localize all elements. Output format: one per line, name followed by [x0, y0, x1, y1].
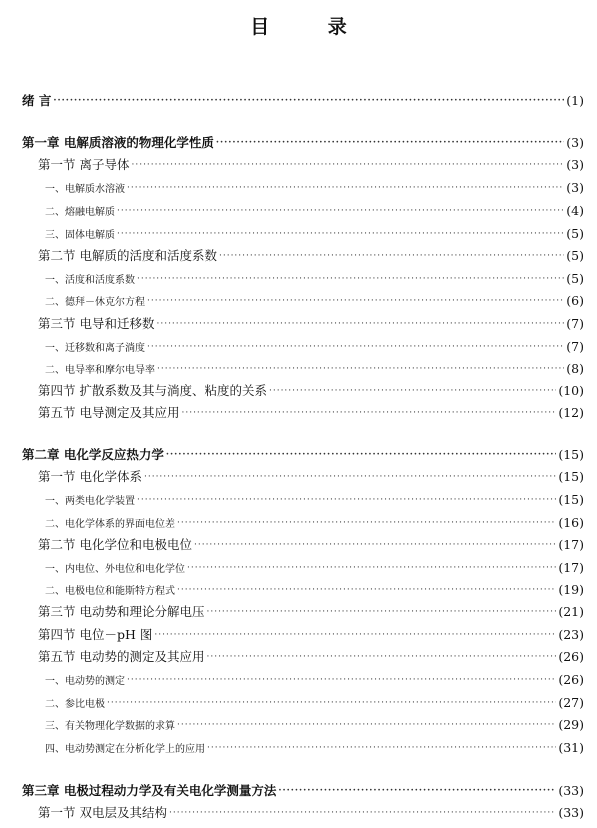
leader-dots: [207, 743, 556, 753]
toc-subsection: [45, 336, 584, 356]
toc-entry-label: 第二节 电化学位和电极电位: [38, 537, 192, 552]
toc-entry-label: 第四节 电位－pH 图: [38, 627, 153, 642]
toc-entry-label: 二、电化学体系的界面电位差: [45, 518, 175, 530]
leader-dots: [157, 364, 564, 374]
leader-dots: [147, 296, 564, 306]
toc-entry-label: 第三节 电动势和理论分解电压: [38, 604, 205, 619]
leader-dots: [53, 96, 564, 106]
leader-dots: [181, 408, 556, 418]
toc-entry-label: 第二章 电化学反应热力学: [22, 447, 164, 462]
toc-chapter: [22, 90, 584, 110]
toc-page-number: (15): [558, 446, 584, 462]
toc-entry-label: 三、有关物理化学数据的求算: [45, 720, 175, 732]
toc-subsection: [45, 557, 584, 577]
toc-page-number: (6): [566, 292, 584, 308]
toc-entry-label: 二、参比电极: [45, 698, 105, 710]
toc-section: [38, 154, 584, 174]
toc-entry-label: 第一节 电化学体系: [38, 469, 142, 484]
leader-dots: [131, 160, 564, 170]
leader-dots: [269, 386, 556, 396]
toc-page-number: (27): [558, 694, 584, 710]
toc-subsection: [45, 177, 584, 197]
toc-page-number: (3): [566, 179, 584, 195]
toc-section: [38, 802, 584, 822]
toc-entry-label: 二、熔融电解质: [45, 206, 115, 218]
leader-dots: [127, 183, 564, 193]
leader-dots: [278, 786, 556, 796]
toc-page-number: (10): [558, 382, 584, 398]
toc-page-number: (5): [566, 270, 584, 286]
toc-page-number: (3): [566, 156, 584, 172]
toc-section: [38, 646, 584, 666]
toc-page-number: (21): [558, 603, 584, 619]
toc-subsection: [45, 223, 584, 243]
leader-dots: [107, 698, 556, 708]
toc-entry-label: 二、德拜－休克尔方程: [45, 296, 145, 308]
leader-dots: [177, 585, 556, 595]
toc-page-number: (33): [558, 782, 584, 798]
leader-dots: [156, 319, 564, 329]
toc-page-number: (8): [566, 360, 584, 376]
toc-section: [38, 402, 584, 422]
toc-entry-label: 三、固体电解质: [45, 229, 115, 241]
toc-entry-label: 第三节 电导和迁移数: [38, 316, 155, 331]
toc-page-number: (16): [558, 514, 584, 530]
toc-page-number: (17): [558, 536, 584, 552]
toc-section: [38, 313, 584, 333]
toc-entry-label: 一、电动势的测定: [45, 675, 125, 687]
toc-entry-label: 一、内电位、外电位和电化学位: [45, 563, 185, 575]
leader-dots: [219, 251, 564, 261]
toc-subsection: [45, 512, 584, 532]
toc-page-number: (1): [566, 92, 584, 108]
toc-subsection: [45, 714, 584, 734]
toc-entry-label: 第一章 电解质溶液的物理化学性质: [22, 135, 214, 150]
toc-page-number: (31): [558, 739, 584, 755]
toc-subsection: [45, 290, 584, 310]
toc-entry-label: 第五节 电动势的测定及其应用: [38, 649, 205, 664]
leader-dots: [137, 495, 556, 505]
page-title: 目 录: [250, 16, 373, 38]
leader-dots: [147, 342, 564, 352]
toc-subsection: [45, 358, 584, 378]
leader-dots: [117, 206, 564, 216]
toc-entry-label: 第二节 电解质的活度和活度系数: [38, 248, 217, 263]
toc-entry-label: 二、电极电位和能斯特方程式: [45, 585, 175, 597]
toc-section: [38, 466, 584, 486]
toc-page-number: (33): [558, 804, 584, 820]
toc-section: [38, 245, 584, 265]
toc-section: [38, 624, 584, 644]
leader-dots: [127, 675, 556, 685]
toc-chapter: [22, 780, 584, 800]
toc-chapter: [22, 444, 584, 464]
toc-page-number: (4): [566, 202, 584, 218]
leader-dots: [137, 274, 564, 284]
toc-page-number: (17): [558, 559, 584, 575]
toc-subsection: [45, 489, 584, 509]
toc-page-number: (26): [558, 648, 584, 664]
toc-section: [38, 534, 584, 554]
leader-dots: [216, 138, 564, 148]
leader-dots: [144, 472, 556, 482]
leader-dots: [177, 720, 556, 730]
toc-subsection: [45, 669, 584, 689]
toc-subsection: [45, 692, 584, 712]
leader-dots: [206, 607, 556, 617]
toc-entry-label: 四、电动势测定在分析化学上的应用: [45, 743, 205, 755]
toc-page-number: (3): [566, 134, 584, 150]
toc-entry-label: 二、电导率和摩尔电导率: [45, 364, 155, 376]
leader-dots: [177, 518, 556, 528]
toc-entry-label: 一、迁移数和离子淌度: [45, 342, 145, 354]
leader-dots: [117, 229, 564, 239]
toc-page-number: (26): [558, 671, 584, 687]
leader-dots: [194, 540, 556, 550]
toc-entry-label: 第三章 电极过程动力学及有关电化学测量方法: [22, 783, 277, 798]
toc-page-number: (29): [558, 716, 584, 732]
toc-entry-label: 绪 言: [22, 93, 52, 108]
leader-dots: [169, 808, 556, 818]
toc-entry-label: 第一节 离子导体: [38, 157, 130, 172]
toc-entry-label: 一、活度和活度系数: [45, 274, 135, 286]
toc-page-number: (23): [558, 626, 584, 642]
leader-dots: [187, 563, 556, 573]
toc-entry-label: 一、电解质水溶液: [45, 183, 125, 195]
toc-page-number: (5): [566, 225, 584, 241]
toc-page-number: (7): [566, 315, 584, 331]
toc-section: [38, 380, 584, 400]
leader-dots: [166, 450, 556, 460]
toc-page-number: (7): [566, 338, 584, 354]
toc-page-number: (15): [558, 468, 584, 484]
toc-subsection: [45, 268, 584, 288]
leader-dots: [154, 630, 556, 640]
toc-entry-label: 第五节 电导测定及其应用: [38, 405, 180, 420]
toc-chapter: [22, 132, 584, 152]
leader-dots: [206, 652, 556, 662]
toc-page-number: (19): [558, 581, 584, 597]
toc-entry-label: 第四节 扩散系数及其与淌度、粘度的关系: [38, 383, 267, 398]
toc-entry-label: 一、两类电化学装置: [45, 495, 135, 507]
toc-page-number: (5): [566, 247, 584, 263]
toc-subsection: [45, 737, 584, 757]
toc-subsection: [45, 579, 584, 599]
toc-section: [38, 601, 584, 621]
toc-entry-label: 第一节 双电层及其结构: [38, 805, 167, 820]
toc-page-number: (15): [558, 491, 584, 507]
toc-page-number: (12): [558, 404, 584, 420]
toc-subsection: [45, 200, 584, 220]
